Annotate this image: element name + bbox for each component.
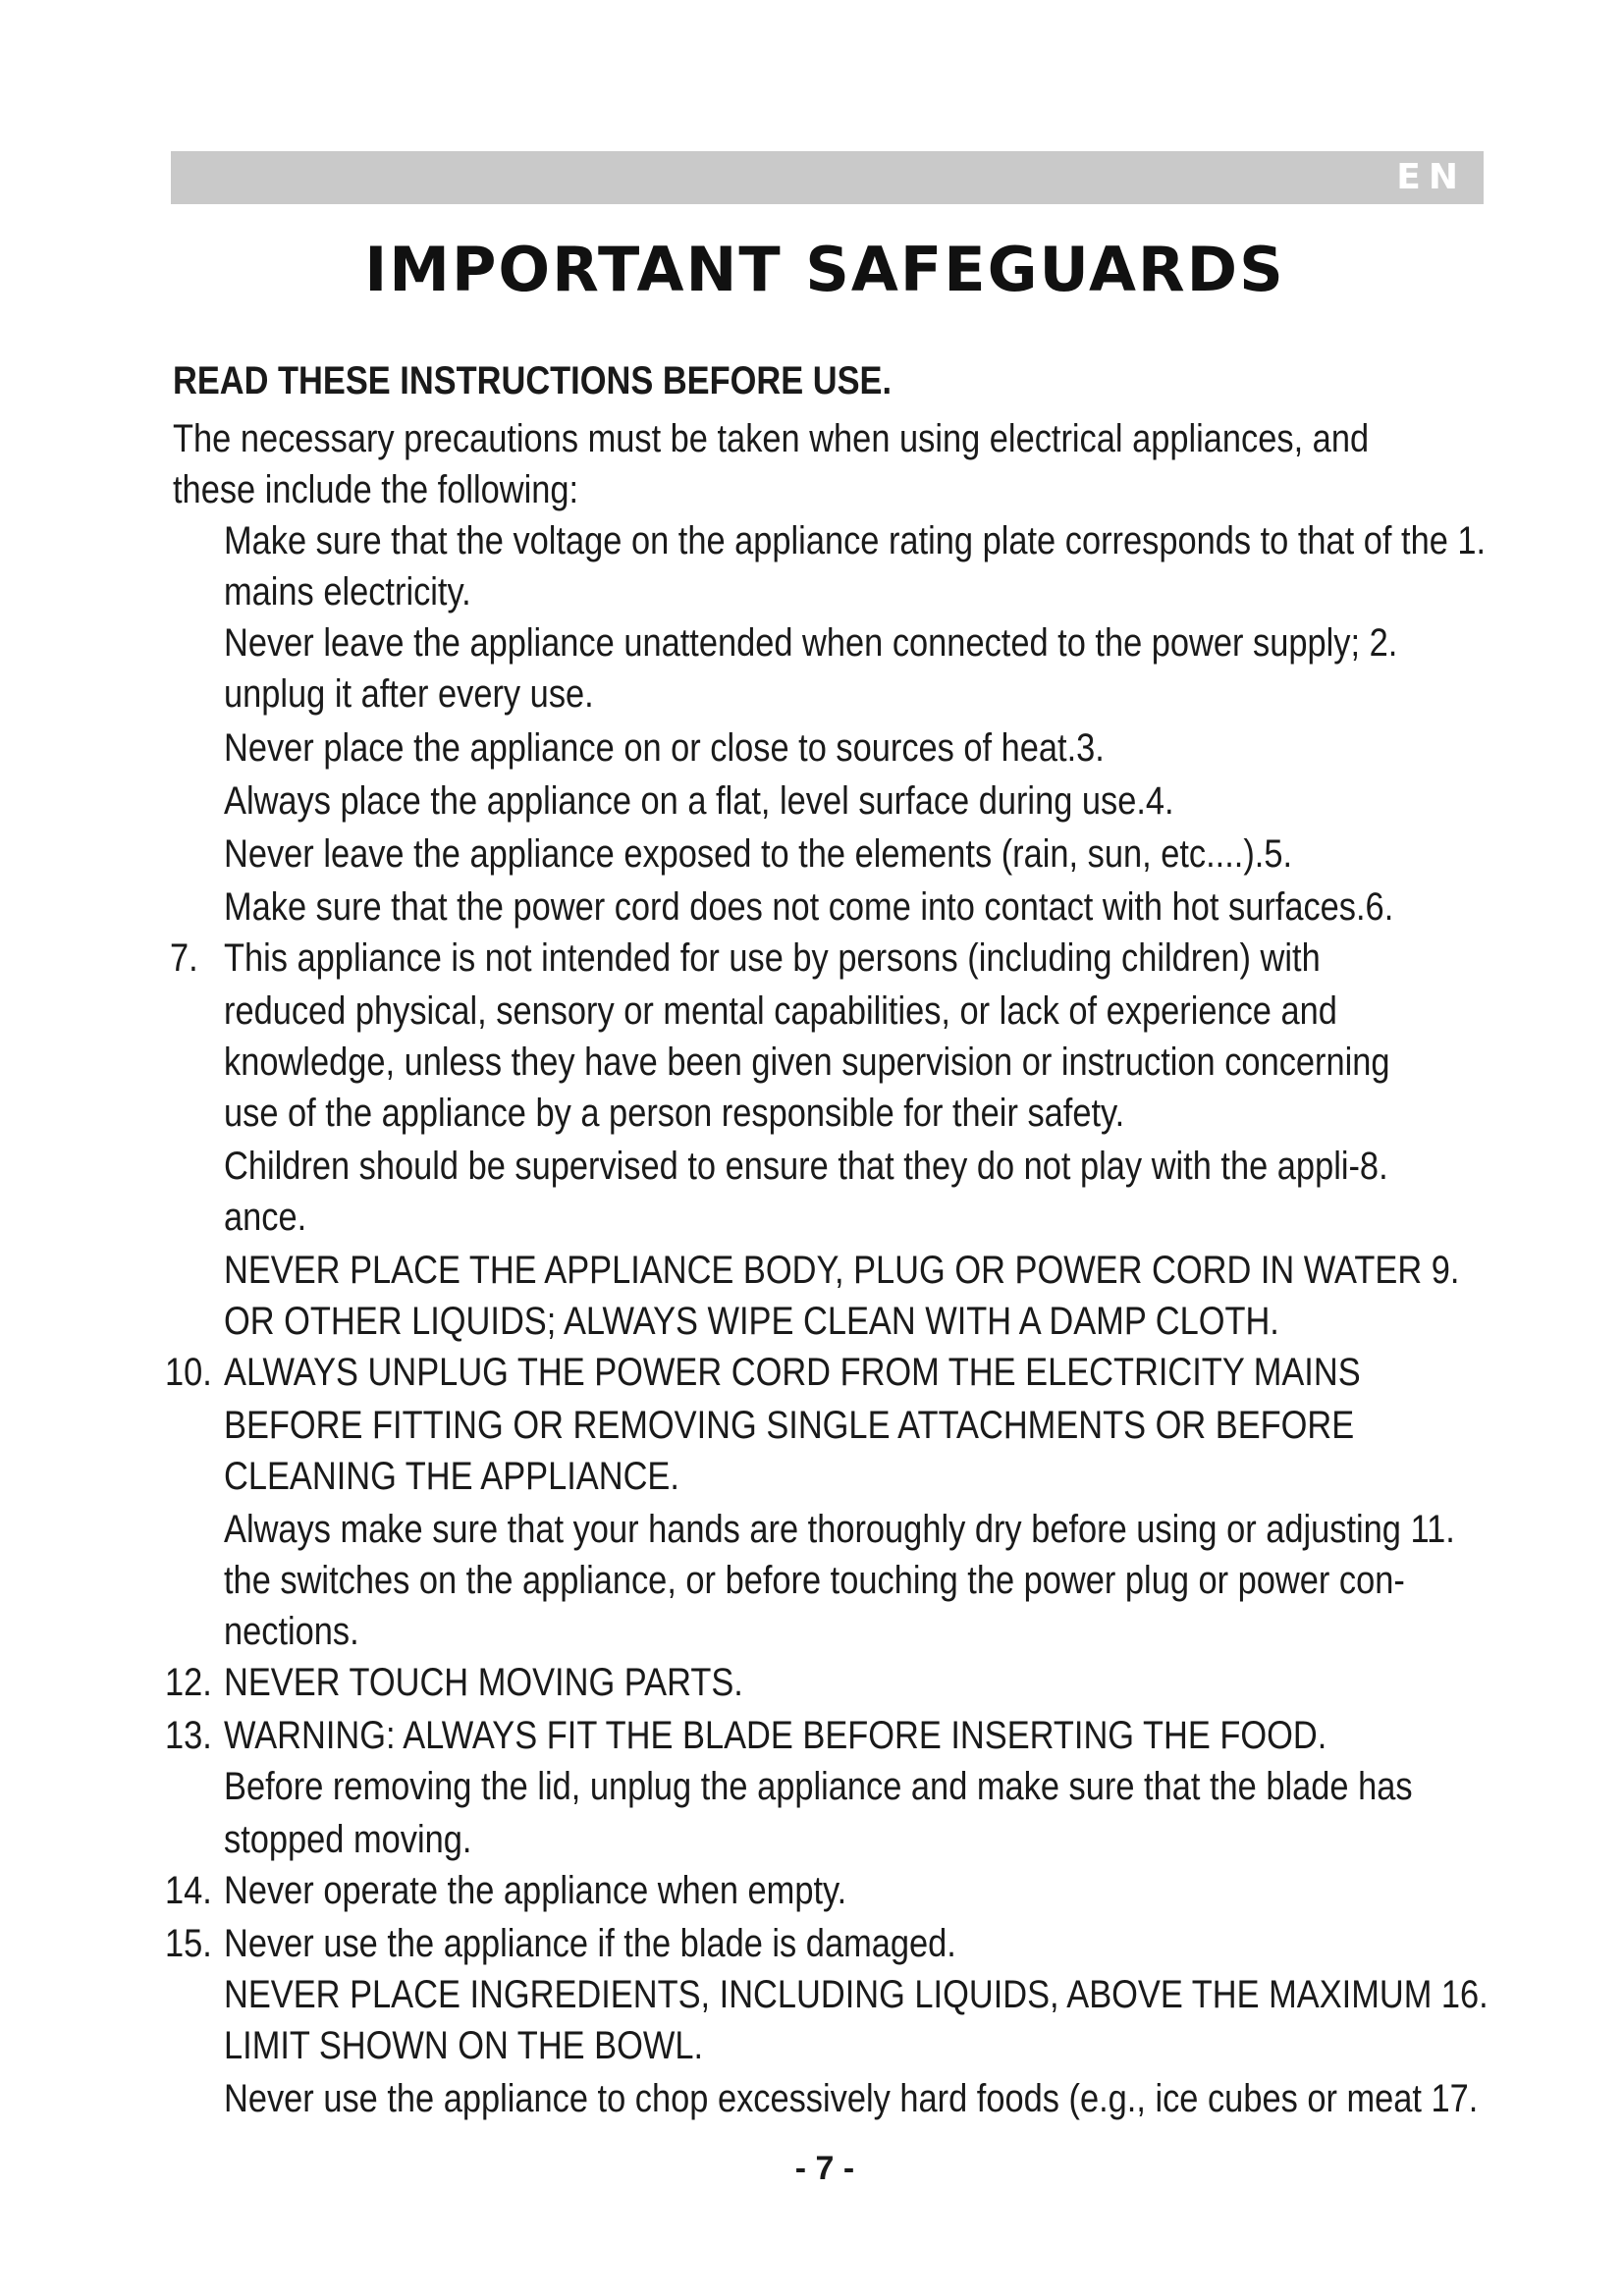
safeguard-line: LIMIT SHOWN ON THE BOWL.	[224, 2024, 704, 2067]
safeguard-line: knowledge, unless they have been given supervision or instruction concerning	[224, 1041, 1390, 1084]
safeguard-line: Make sure that the voltage on the appliance rating plate corresponds to that of the 1.	[224, 519, 1487, 562]
safeguard-line: Children should be supervised to ensure that they do not play with the appli-8.	[224, 1145, 1388, 1188]
safeguard-line: the switches on the appliance, or before touching the power plug or power con-	[224, 1559, 1405, 1602]
safeguard-line: Make sure that the power cord does not come into contact with hot surfaces.6.	[224, 885, 1394, 929]
safeguard-line: ance.	[224, 1196, 307, 1239]
safeguard-line: nections.	[224, 1610, 359, 1653]
safeguard-line: Always make sure that your hands are thoroughly dry before using or adjusting 11.	[224, 1508, 1455, 1551]
safeguard-line: NEVER PLACE INGREDIENTS, INCLUDING LIQUIDS, ABOVE THE MAXIMUM 16.	[224, 1973, 1489, 2016]
safeguard-line: Never operate the appliance when empty.	[224, 1869, 847, 1912]
safeguard-line: unplug it after every use.	[224, 672, 594, 716]
safeguard-line: reduced physical, sensory or mental capabilities, or lack of experience and	[224, 989, 1337, 1033]
safeguard-line: Never use the appliance if the blade is damaged.	[224, 1922, 956, 1965]
safeguard-number: 15.	[165, 1922, 212, 1965]
safeguard-line: mains electricity.	[224, 570, 471, 614]
safeguard-number: 10.	[165, 1351, 212, 1394]
safeguard-line: This appliance is not intended for use by persons (including children) with	[224, 936, 1321, 980]
safeguard-line: Never leave the appliance exposed to the elements (rain, sun, etc....).5.	[224, 832, 1293, 876]
safeguard-number: 7.	[170, 936, 198, 980]
safeguard-line: Before removing the lid, unplug the appliance and make sure that the blade has	[224, 1765, 1413, 1808]
safeguard-line: Never leave the appliance unattended when connected to the power supply; 2.	[224, 621, 1398, 665]
safeguard-line: NEVER PLACE THE APPLIANCE BODY, PLUG OR POWER CORD IN WATER 9.	[224, 1249, 1460, 1292]
safeguard-number: 14.	[165, 1869, 212, 1912]
safeguard-line: Never use the appliance to chop excessively hard foods (e.g., ice cubes or meat 17.	[224, 2077, 1479, 2120]
safeguard-line: CLEANING THE APPLIANCE.	[224, 1455, 679, 1498]
intro-line: these include the following:	[173, 468, 579, 511]
page-number: - 7 -	[794, 2150, 855, 2187]
safeguard-line: stopped moving.	[224, 1818, 472, 1861]
safeguard-line: use of the appliance by a person responsible for their safety.	[224, 1092, 1125, 1135]
safeguard-line: Always place the appliance on a flat, level surface during use.4.	[224, 779, 1174, 823]
intro-line: The necessary precautions must be taken when using electrical appliances, and	[173, 417, 1370, 460]
safeguard-line: NEVER TOUCH MOVING PARTS.	[224, 1661, 743, 1704]
safeguard-number: 12.	[165, 1661, 212, 1704]
safeguard-line: Never place the appliance on or close to sources of heat.3.	[224, 726, 1105, 770]
safeguard-line: ALWAYS UNPLUG THE POWER CORD FROM THE ELECTRICITY MAINS	[224, 1351, 1361, 1394]
safeguard-line: OR OTHER LIQUIDS; ALWAYS WIPE CLEAN WITH A DAMP CLOTH.	[224, 1300, 1279, 1343]
instructions-subheading: READ THESE INSTRUCTIONS BEFORE USE.	[173, 359, 893, 402]
safeguard-line: WARNING: ALWAYS FIT THE BLADE BEFORE INSERTING THE FOOD.	[224, 1714, 1327, 1757]
language-badge: EN	[1396, 157, 1466, 197]
page-title: IMPORTANT SAFEGUARDS	[364, 234, 1285, 305]
safeguard-number: 13.	[165, 1714, 212, 1757]
header-bar	[171, 151, 1484, 204]
safeguard-line: BEFORE FITTING OR REMOVING SINGLE ATTACHMENTS OR BEFORE	[224, 1404, 1355, 1447]
